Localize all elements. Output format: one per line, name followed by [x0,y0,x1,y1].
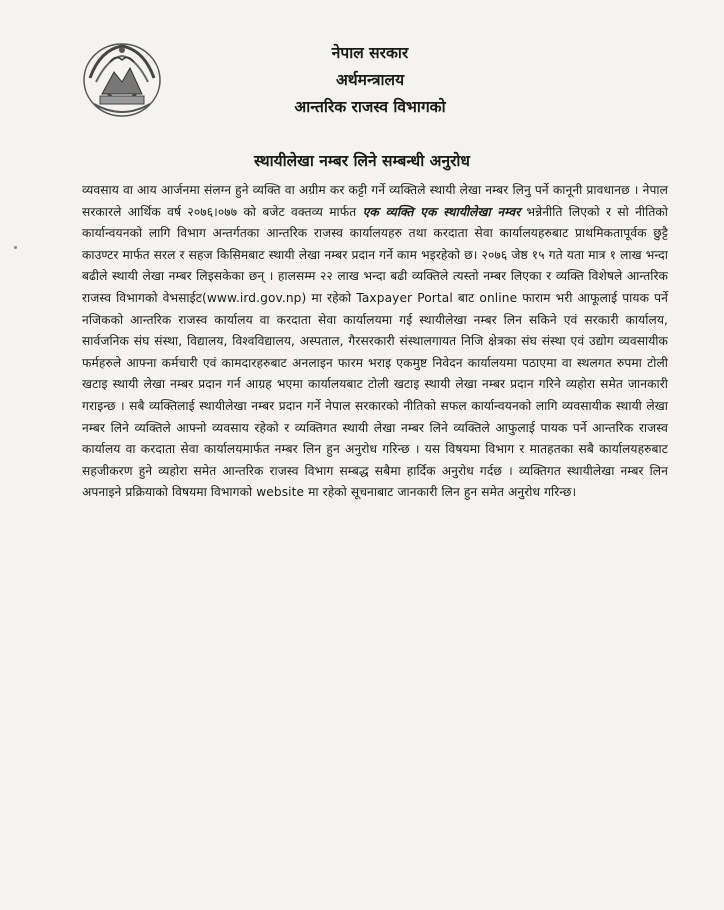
letterhead-department: आन्तरिक राजस्व विभागको [294,98,446,116]
notice-paragraph [82,180,668,504]
notice-title: स्थायीलेखा नम्बर लिने सम्बन्धी अनुरोध [254,152,470,170]
body-emphasis: एक व्यक्ति एक स्थायीलेखा नम्वर [362,204,521,219]
scan-speck [14,246,17,249]
letterhead [220,40,520,121]
letterhead-government: नेपाल सरकार [331,44,409,62]
nepal-government-emblem-icon [80,38,164,120]
letterhead-ministry: अर्थमन्त्रालय [335,71,405,89]
notice-body [82,180,668,504]
body-text-part1: व्यवसाय वा आय आर्जनमा संलग्न हुने व्यक्ति वा अग्रीम कर कट्टी गर्ने व्यक्तिले स्थायी लेखा नम्बर लिनु पर्ने कानूनी प्रावधानछ । नेपाल सरकारले आर्थिक वर्ष २०७६।०७७ को बजेट वक्तव्य मार्फत [82,183,668,219]
body-text-part2: भन्नेनीति लिएको र सो नीतिको कार्यान्वयनको लागि विभाग अन्तर्गतका आन्तरिक राजस्व कार्यालयहरु तथा करदाता सेवा कार्यालयहरुबाट प्राथमिकतापूर्वक छुट्टै काउण्टर मार्फत सरल र सहज किसिमबाट स्थायी लेखा नम्बर प्रदान गर्ने काम भइरहेको छ। २०७६ जेष्ठ १५ गते यता मात्र १ लाख भन्दा बढीले स्थायी लेखा नम्बर लिइसकेका छन् । हालसम्म २२ लाख भन्दा बढी व्यक्तिले त्यस्तो नम्बर लिएका र व्यक्ति विशेषले आन्तरिक राजस्व विभागको वेभसाईट(www.ird.gov.np) मा रहेको Taxpayer Portal बाट online फाराम भरी आफूलाई पायक पर्ने नजिकको आन्तरिक राजस्व कार्यालय वा करदाता सेवा कार्यालयमा गई स्थायीलेखा नम्बर लिन सकिने एवं सरकारी कार्यालय, सार्वजनिक संघ संस्था, विद्यालय, विश्वविद्यालय, अस्पताल, गैरसरकारी संस्थालगायत निजि क्षेत्रका संघ संस्था एवं उद्योग व्यवसायीक फर्महरुले आफ्ना कर्मचारी एवं कामदारहरुबाट अनलाइन फारम भराइ एकमुष्ट निवेदन कार्यालयमा पठाएमा वा स्थलगत रुपमा टोली खटाइ स्थायी लेखा नम्बर प्रदान गर्न आग्रह भएमा कार्यालयबाट टोली खटाइ स्थायी लेखा नम्बर प्रदान गरिने व्यहोरा समेत जानकारी गराइन्छ । सबै व्यक्तिलाई स्थायीलेखा नम्बर प्रदान गर्ने नेपाल सरकारको नीतिको सफल कार्यान्वयनको लागि व्यवसायीक स्थायी लेखा नम्बर लिने व्यक्तिले आफ्नो व्यवसाय रहेको र व्यक्तिगत स्थायी लेखा नम्बर लिने व्यक्तिले आफुलाई पायक पर्ने आन्तरिक राजस्व कार्यालय वा करदाता सेवा कार्यालयमार्फत नम्बर लिन हुन अनुरोध गरिन्छ । यस विषयमा विभाग र मातहतका सबै कार्यालयहरुबाट सहजीकरण हुने व्यहोरा समेत आन्तरिक राजस्व विभाग सम्बद्ध सबैमा हार्दिक अनुरोध गर्दछ । व्यक्तिगत स्थायीलेखा नम्बर लिन अपनाइने प्रक्रियाको विषयमा विभागको website मा रहेको सूचनाबाट जानकारी लिन हुन समेत अनुरोध गरिन्छ। [82,204,668,500]
